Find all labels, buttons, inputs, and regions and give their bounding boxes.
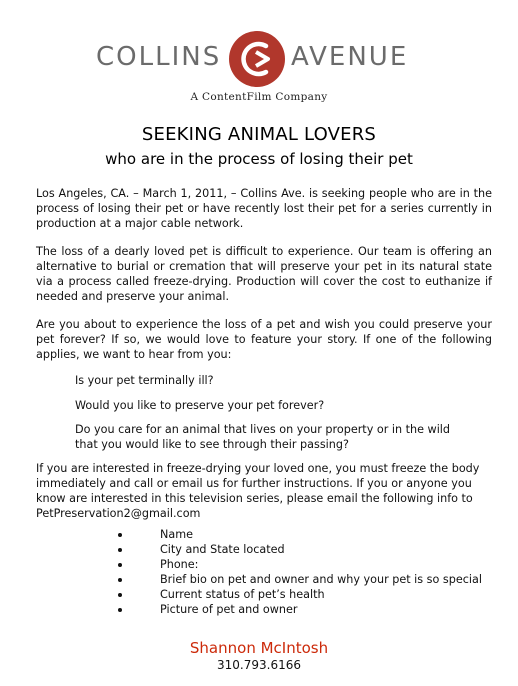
logo-word-right: AVENUE	[291, 42, 409, 72]
bullet-icon	[118, 533, 122, 537]
bullet-icon	[118, 563, 122, 567]
offer-paragraph: The loss of a dearly loved pet is difficult to experience. Our team is offering an alternative to burial or cremation that will preserve your pet in its natural state via a process called freeze-drying. Production will cover the cost to euthanize if needed and preserve your animal.	[36, 245, 492, 303]
info-list-item: Phone:	[118, 557, 498, 572]
info-list	[118, 527, 498, 617]
bullet-icon	[118, 608, 122, 612]
logo-tagline: A ContentFilm Company	[190, 91, 328, 103]
logo	[0, 28, 518, 88]
question-item: Would you like to preserve your pet forever?	[75, 399, 325, 412]
info-list-item: City and State located	[118, 542, 498, 557]
invite-paragraph: Are you about to experience the loss of a pet and wish you could preserve your pet forever? If so, we would love to feature your story. If one of the following applies, we want to hear from you:	[36, 318, 492, 361]
info-list-item: Name	[118, 527, 498, 542]
question-item: Do you care for an animal that lives on your property or in the wild that you would like to see through their passing?	[75, 423, 451, 451]
logo-word-left: COLLINS	[96, 42, 222, 72]
collins-avenue-logo-icon	[228, 30, 286, 88]
subheadline: who are in the process of losing their pet	[105, 150, 413, 168]
bullet-icon	[118, 593, 122, 597]
headline: SEEKING ANIMAL LOVERS	[141, 124, 377, 145]
intro-paragraph: Los Angeles, CA. – March 1, 2011, – Collins Ave. is seeking people who are in the process of losing their pet or have recently lost their pet for a series currently in production at a major cable network.	[36, 187, 492, 230]
info-list-item: Picture of pet and owner	[118, 602, 498, 617]
bullet-icon	[118, 548, 122, 552]
question-item: Is your pet terminally ill?	[75, 374, 214, 387]
info-list-item: Brief bio on pet and owner and why your pet is so special	[118, 572, 498, 587]
bullet-icon	[118, 578, 122, 582]
contact-phone: 310.793.6166	[217, 658, 301, 672]
closing-paragraph: If you are interested in freeze-drying your loved one, you must freeze the body immediately and call or email us for further instructions. If you or anyone you know are interested in this television series, please email the following info to PetPreservation2@gmail.com	[36, 462, 480, 520]
contact-name: Shannon McIntosh	[189, 639, 329, 657]
info-list-item: Current status of pet’s health	[118, 587, 498, 602]
